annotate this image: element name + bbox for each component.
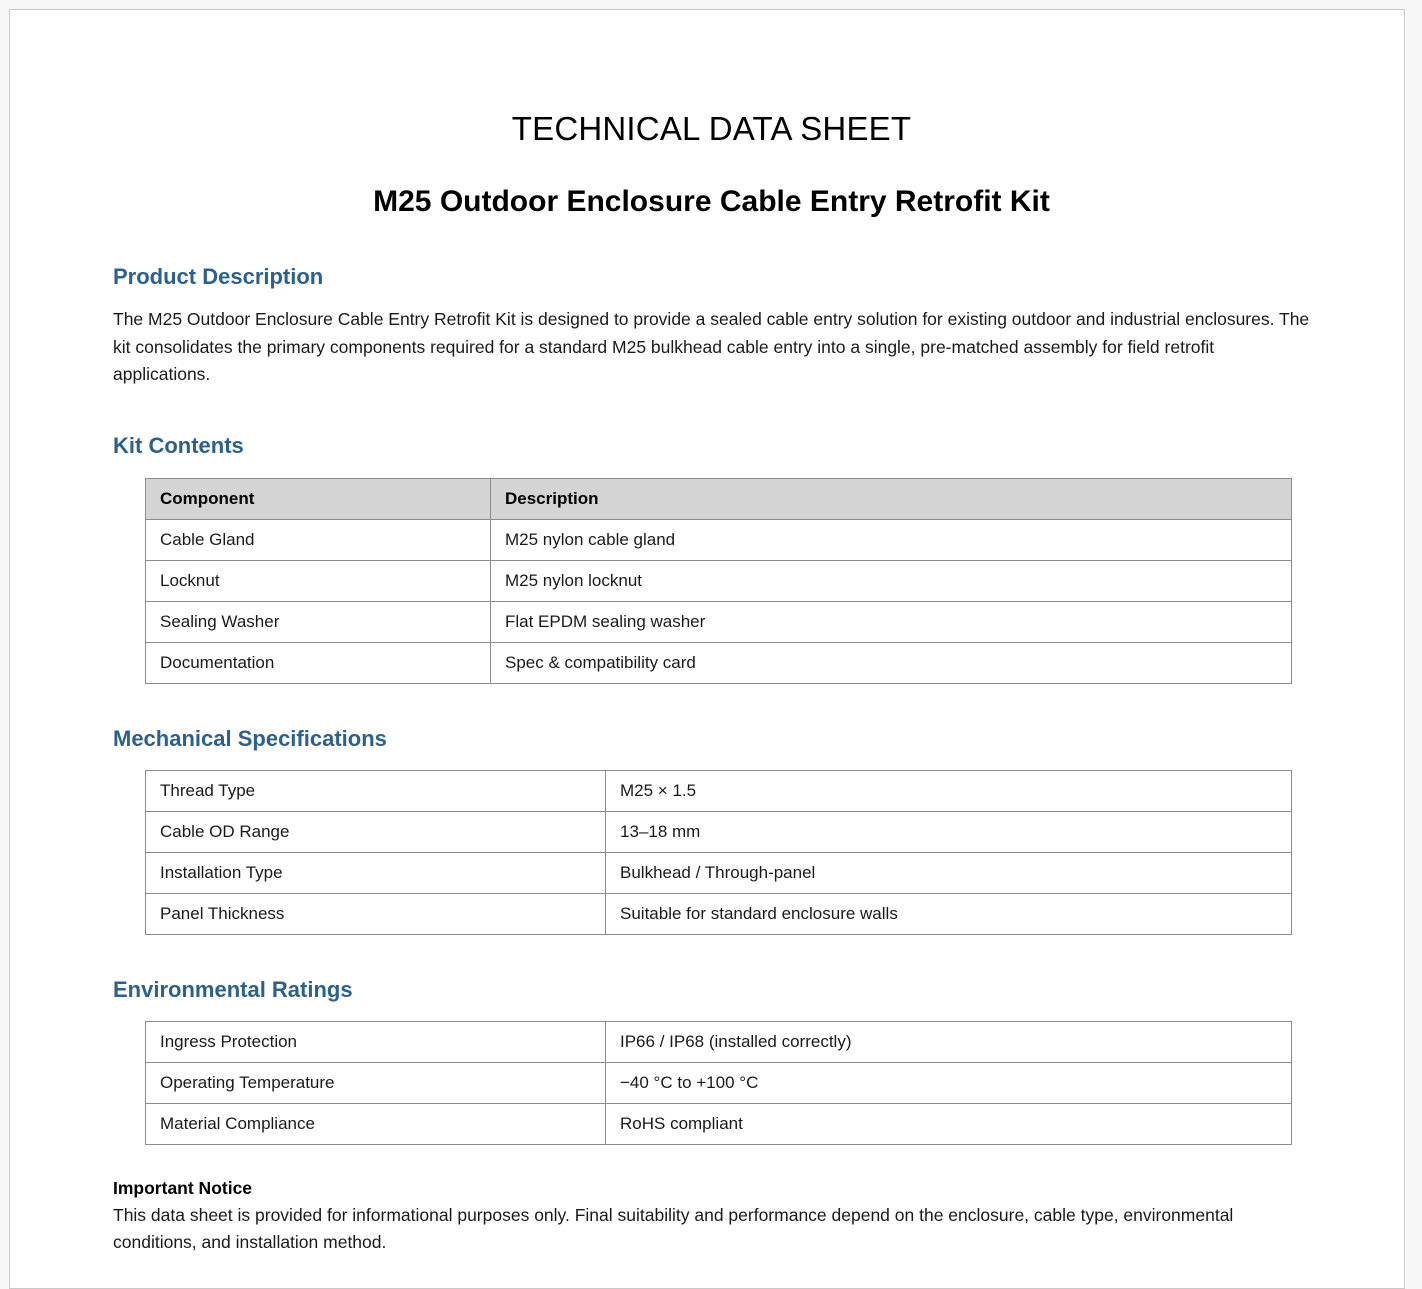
cell-spec-value: Suitable for standard enclosure walls <box>606 893 1292 934</box>
table-row <box>146 601 1292 642</box>
cell-spec-value: 13–18 mm <box>606 811 1292 852</box>
product-description-paragraph: The M25 Outdoor Enclosure Cable Entry Retrofit Kit is designed to provide a sealed cable entry solution for existing outdoor and industrial enclosures. The kit consolidates the primary components required for a standard M25 bulkhead cable entry into a single, pre-matched assembly for field retrofit applications. <box>113 309 1310 385</box>
cell-spec-label: Cable OD Range <box>146 811 606 852</box>
table-row <box>146 1022 1292 1063</box>
page-content <box>10 10 1404 1289</box>
important-notice-heading: Important Notice <box>113 1178 253 1199</box>
cell-rating-value: IP66 / IP68 (installed correctly) <box>606 1022 1292 1063</box>
kit-contents-table <box>145 478 1292 684</box>
cell-component: Sealing Washer <box>146 601 491 642</box>
mechanical-specifications-table-wrapper <box>113 752 1310 935</box>
cell-description: Spec & compatibility card <box>491 642 1292 683</box>
product-name-title: M25 Outdoor Enclosure Cable Entry Retrofit Kit <box>373 185 1050 219</box>
table-row <box>146 770 1292 811</box>
column-header-description: Description <box>491 478 1292 519</box>
table-row <box>146 560 1292 601</box>
document-title: TECHNICAL DATA SHEET <box>511 110 912 147</box>
section-heading-environmental-ratings: Environmental Ratings <box>113 976 353 1002</box>
table-header-row <box>146 478 1292 519</box>
important-notice-block <box>113 1145 1310 1289</box>
cell-spec-value: M25 × 1.5 <box>606 770 1292 811</box>
table-row <box>146 852 1292 893</box>
important-notice-paragraph: This data sheet is provided for informational purposes only. Final suitability and performance depend on the enclosure, cable type, environmental conditions, and installation method. <box>113 1204 1234 1253</box>
cell-spec-label: Panel Thickness <box>146 893 606 934</box>
cell-rating-value: −40 °C to +100 °C <box>606 1063 1292 1104</box>
cell-component: Cable Gland <box>146 519 491 560</box>
cell-spec-value: Bulkhead / Through-panel <box>606 852 1292 893</box>
cell-description: M25 nylon locknut <box>491 560 1292 601</box>
cell-rating-label: Operating Temperature <box>146 1063 606 1104</box>
table-row <box>146 1063 1292 1104</box>
cell-spec-label: Thread Type <box>146 770 606 811</box>
cell-description: M25 nylon cable gland <box>491 519 1292 560</box>
section-heading-mechanical-specifications: Mechanical Specifications <box>113 725 387 751</box>
cell-spec-label: Installation Type <box>146 852 606 893</box>
environmental-ratings-table-wrapper <box>113 1003 1310 1145</box>
table-row <box>146 1104 1292 1145</box>
table-row <box>146 811 1292 852</box>
kit-contents-table-wrapper <box>113 460 1310 684</box>
cell-rating-label: Material Compliance <box>146 1104 606 1145</box>
cell-component: Documentation <box>146 642 491 683</box>
cell-rating-value: RoHS compliant <box>606 1104 1292 1145</box>
table-row <box>146 642 1292 683</box>
column-header-component: Component <box>146 478 491 519</box>
cell-component: Locknut <box>146 560 491 601</box>
environmental-ratings-table <box>145 1021 1292 1145</box>
table-row <box>146 893 1292 934</box>
section-heading-kit-contents: Kit Contents <box>113 433 244 459</box>
cell-description: Flat EPDM sealing washer <box>491 601 1292 642</box>
datasheet-page <box>9 9 1405 1289</box>
cell-rating-label: Ingress Protection <box>146 1022 606 1063</box>
mechanical-specifications-table <box>145 770 1292 935</box>
section-heading-product-description: Product Description <box>113 263 324 289</box>
table-row <box>146 519 1292 560</box>
